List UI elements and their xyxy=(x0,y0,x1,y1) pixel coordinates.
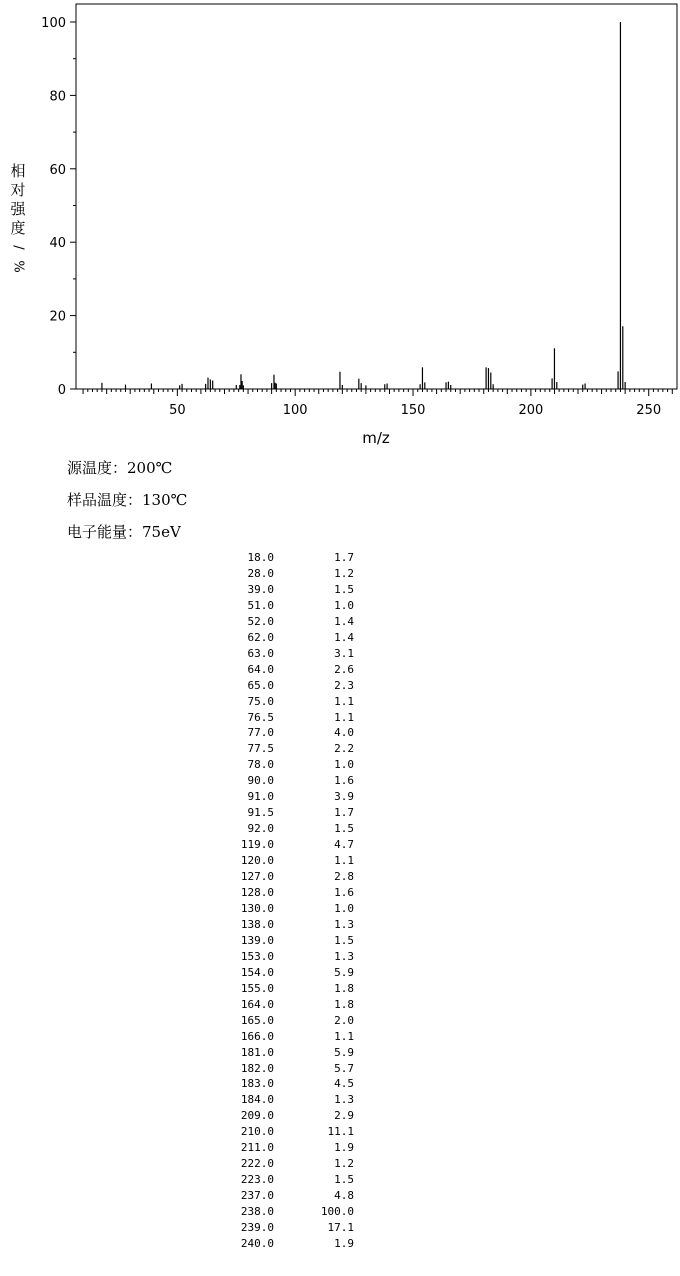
y-tick-label: 0 xyxy=(57,383,66,398)
table-row xyxy=(236,741,354,757)
mz-value: 119.0 xyxy=(240,838,274,852)
plot-frame xyxy=(76,4,677,389)
relative-intensity-value: 1.5 xyxy=(334,822,354,836)
table-row xyxy=(236,1092,354,1108)
relative-intensity-value: 2.9 xyxy=(334,1109,354,1123)
y-tick-label: 100 xyxy=(41,16,66,31)
relative-intensity-value: 1.7 xyxy=(334,551,354,564)
table-row xyxy=(236,981,354,997)
relative-intensity-value: 1.3 xyxy=(334,949,354,963)
table-row xyxy=(236,1220,354,1236)
relative-intensity-value: 1.6 xyxy=(334,886,354,900)
mz-value: 92.0 xyxy=(247,822,274,836)
mz-value: 65.0 xyxy=(247,678,274,692)
mz-value: 52.0 xyxy=(247,614,274,628)
table-row xyxy=(236,885,354,901)
mz-value: 240.0 xyxy=(240,1236,274,1250)
relative-intensity-value: 1.1 xyxy=(334,710,354,724)
table-row xyxy=(236,662,354,678)
table-row xyxy=(236,1045,354,1061)
table-row xyxy=(236,1156,354,1172)
y-axis-label-char: 强 xyxy=(10,200,26,218)
relative-intensity-value: 1.5 xyxy=(334,933,354,947)
relative-intensity-value: 2.0 xyxy=(334,1013,354,1027)
y-tick-label: 20 xyxy=(49,309,66,325)
mz-value: 63.0 xyxy=(247,646,274,660)
relative-intensity-value: 1.7 xyxy=(334,806,354,820)
mz-value: 222.0 xyxy=(240,1157,274,1171)
mz-value: 39.0 xyxy=(247,582,274,596)
relative-intensity-value: 1.2 xyxy=(334,1157,354,1171)
y-axis-label-char: 度 xyxy=(10,219,26,237)
table-row xyxy=(236,630,354,646)
mz-value: 128.0 xyxy=(240,886,274,900)
relative-intensity-value: 1.5 xyxy=(334,1173,354,1187)
y-axis-label-char: % xyxy=(10,260,26,273)
relative-intensity-value: 4.7 xyxy=(334,838,354,852)
table-row xyxy=(236,821,354,837)
mz-value: 62.0 xyxy=(247,630,274,644)
mz-value: 90.0 xyxy=(247,774,274,788)
relative-intensity-value: 1.1 xyxy=(334,694,354,708)
table-row xyxy=(236,710,354,726)
mz-value: 77.0 xyxy=(247,726,274,740)
table-row xyxy=(236,901,354,917)
relative-intensity-value: 2.3 xyxy=(334,678,354,692)
source-temperature xyxy=(67,458,172,478)
table-row xyxy=(236,1172,354,1188)
table-row xyxy=(236,646,354,662)
electron-energy xyxy=(67,522,181,542)
relative-intensity-value: 1.8 xyxy=(334,981,354,995)
relative-intensity-value: 1.9 xyxy=(334,1141,354,1155)
table-row xyxy=(236,949,354,965)
peak-table xyxy=(236,550,354,1252)
table-row xyxy=(236,1029,354,1045)
electron-energy-value: 75eV xyxy=(142,523,181,541)
mz-value: 182.0 xyxy=(240,1061,274,1075)
relative-intensity-value: 11.1 xyxy=(327,1125,354,1139)
table-row xyxy=(236,725,354,741)
table-row xyxy=(236,1140,354,1156)
mz-value: 51.0 xyxy=(247,598,274,612)
table-row xyxy=(236,566,354,582)
mz-value: 239.0 xyxy=(240,1221,274,1235)
mz-value: 78.0 xyxy=(247,758,274,772)
relative-intensity-value: 100.0 xyxy=(320,1205,354,1219)
mz-value: 164.0 xyxy=(240,997,274,1011)
mz-value: 75.0 xyxy=(247,694,274,708)
table-row xyxy=(236,917,354,933)
relative-intensity-value: 5.9 xyxy=(334,965,354,979)
table-row xyxy=(236,757,354,773)
relative-intensity-value: 1.3 xyxy=(334,917,354,931)
relative-intensity-value: 1.4 xyxy=(334,630,354,644)
x-tick-label: 50 xyxy=(169,403,186,418)
relative-intensity-value: 1.0 xyxy=(334,901,354,915)
relative-intensity-value: 2.2 xyxy=(334,742,354,756)
mass-spectrum-chart xyxy=(0,0,680,450)
table-row xyxy=(236,853,354,869)
table-row xyxy=(236,582,354,598)
mz-value: 139.0 xyxy=(240,933,274,947)
mz-value: 127.0 xyxy=(240,870,274,884)
x-axis-label: m/z xyxy=(362,429,390,447)
mz-value: 184.0 xyxy=(240,1093,274,1107)
mz-value: 211.0 xyxy=(240,1141,274,1155)
table-row xyxy=(236,1188,354,1204)
mz-value: 165.0 xyxy=(240,1013,274,1027)
sample-temperature xyxy=(67,490,187,510)
mz-value: 238.0 xyxy=(240,1205,274,1219)
y-axis-label-char: 相 xyxy=(10,162,26,180)
relative-intensity-value: 1.5 xyxy=(334,582,354,596)
mz-value: 28.0 xyxy=(247,566,274,580)
table-row xyxy=(236,933,354,949)
table-row xyxy=(236,1108,354,1124)
x-tick-label: 200 xyxy=(518,403,544,418)
relative-intensity-value: 1.4 xyxy=(334,614,354,628)
table-row xyxy=(236,694,354,710)
mz-value: 18.0 xyxy=(247,551,274,564)
relative-intensity-value: 4.5 xyxy=(334,1077,354,1091)
relative-intensity-value: 2.8 xyxy=(334,870,354,884)
mz-value: 64.0 xyxy=(247,662,274,676)
y-axis-label-char: / xyxy=(10,245,26,250)
table-row xyxy=(236,1061,354,1077)
table-row xyxy=(236,614,354,630)
table-row xyxy=(236,1013,354,1029)
source-temperature-label: 源温度： xyxy=(67,459,128,477)
x-tick-label: 100 xyxy=(282,403,308,418)
mz-value: 154.0 xyxy=(240,965,274,979)
table-row xyxy=(236,1204,354,1220)
relative-intensity-value: 1.2 xyxy=(334,566,354,580)
source-temperature-value: 200℃ xyxy=(127,459,173,477)
relative-intensity-value: 17.1 xyxy=(327,1221,354,1235)
table-row xyxy=(236,997,354,1013)
relative-intensity-value: 1.1 xyxy=(334,854,354,868)
mz-value: 153.0 xyxy=(240,949,274,963)
table-row xyxy=(236,773,354,789)
relative-intensity-value: 1.1 xyxy=(334,1029,354,1043)
table-row xyxy=(236,1124,354,1140)
relative-intensity-value: 2.6 xyxy=(334,662,354,676)
relative-intensity-value: 4.8 xyxy=(334,1189,354,1203)
mz-value: 183.0 xyxy=(240,1077,274,1091)
y-axis-label xyxy=(8,162,28,276)
mz-value: 120.0 xyxy=(240,854,274,868)
y-axis-label-char: 对 xyxy=(10,181,26,199)
table-row xyxy=(236,805,354,821)
relative-intensity-value: 1.0 xyxy=(334,758,354,772)
table-row xyxy=(236,837,354,853)
mz-value: 77.5 xyxy=(247,742,274,756)
mz-value: 166.0 xyxy=(240,1029,274,1043)
mz-value: 209.0 xyxy=(240,1109,274,1123)
sample-temperature-value: 130℃ xyxy=(142,491,188,509)
table-row xyxy=(236,598,354,614)
y-tick-label: 40 xyxy=(49,236,66,252)
relative-intensity-value: 1.9 xyxy=(334,1236,354,1250)
table-row xyxy=(236,1236,354,1252)
relative-intensity-value: 5.9 xyxy=(334,1045,354,1059)
relative-intensity-value: 3.1 xyxy=(334,646,354,660)
relative-intensity-value: 1.8 xyxy=(334,997,354,1011)
y-tick-label: 60 xyxy=(49,162,66,178)
mz-value: 155.0 xyxy=(240,981,274,995)
table-row xyxy=(236,789,354,805)
x-tick-label: 150 xyxy=(400,403,426,418)
mz-value: 91.0 xyxy=(247,790,274,804)
sample-temperature-label: 样品温度： xyxy=(67,491,143,509)
x-tick-label: 250 xyxy=(636,403,662,418)
mz-value: 223.0 xyxy=(240,1173,274,1187)
relative-intensity-value: 1.6 xyxy=(334,774,354,788)
relative-intensity-value: 3.9 xyxy=(334,790,354,804)
table-row xyxy=(236,550,354,566)
mz-value: 210.0 xyxy=(240,1125,274,1139)
relative-intensity-value: 1.3 xyxy=(334,1093,354,1107)
mz-value: 138.0 xyxy=(240,917,274,931)
mz-value: 76.5 xyxy=(247,710,274,724)
mz-value: 181.0 xyxy=(240,1045,274,1059)
mz-value: 237.0 xyxy=(240,1189,274,1203)
table-row xyxy=(236,1076,354,1092)
table-row xyxy=(236,678,354,694)
relative-intensity-value: 4.0 xyxy=(334,726,354,740)
relative-intensity-value: 5.7 xyxy=(334,1061,354,1075)
mz-value: 130.0 xyxy=(240,901,274,915)
table-row xyxy=(236,965,354,981)
table-row xyxy=(236,869,354,885)
mz-value: 91.5 xyxy=(247,806,274,820)
relative-intensity-value: 1.0 xyxy=(334,598,354,612)
y-tick-label: 80 xyxy=(49,89,66,105)
electron-energy-label: 电子能量： xyxy=(67,523,143,541)
